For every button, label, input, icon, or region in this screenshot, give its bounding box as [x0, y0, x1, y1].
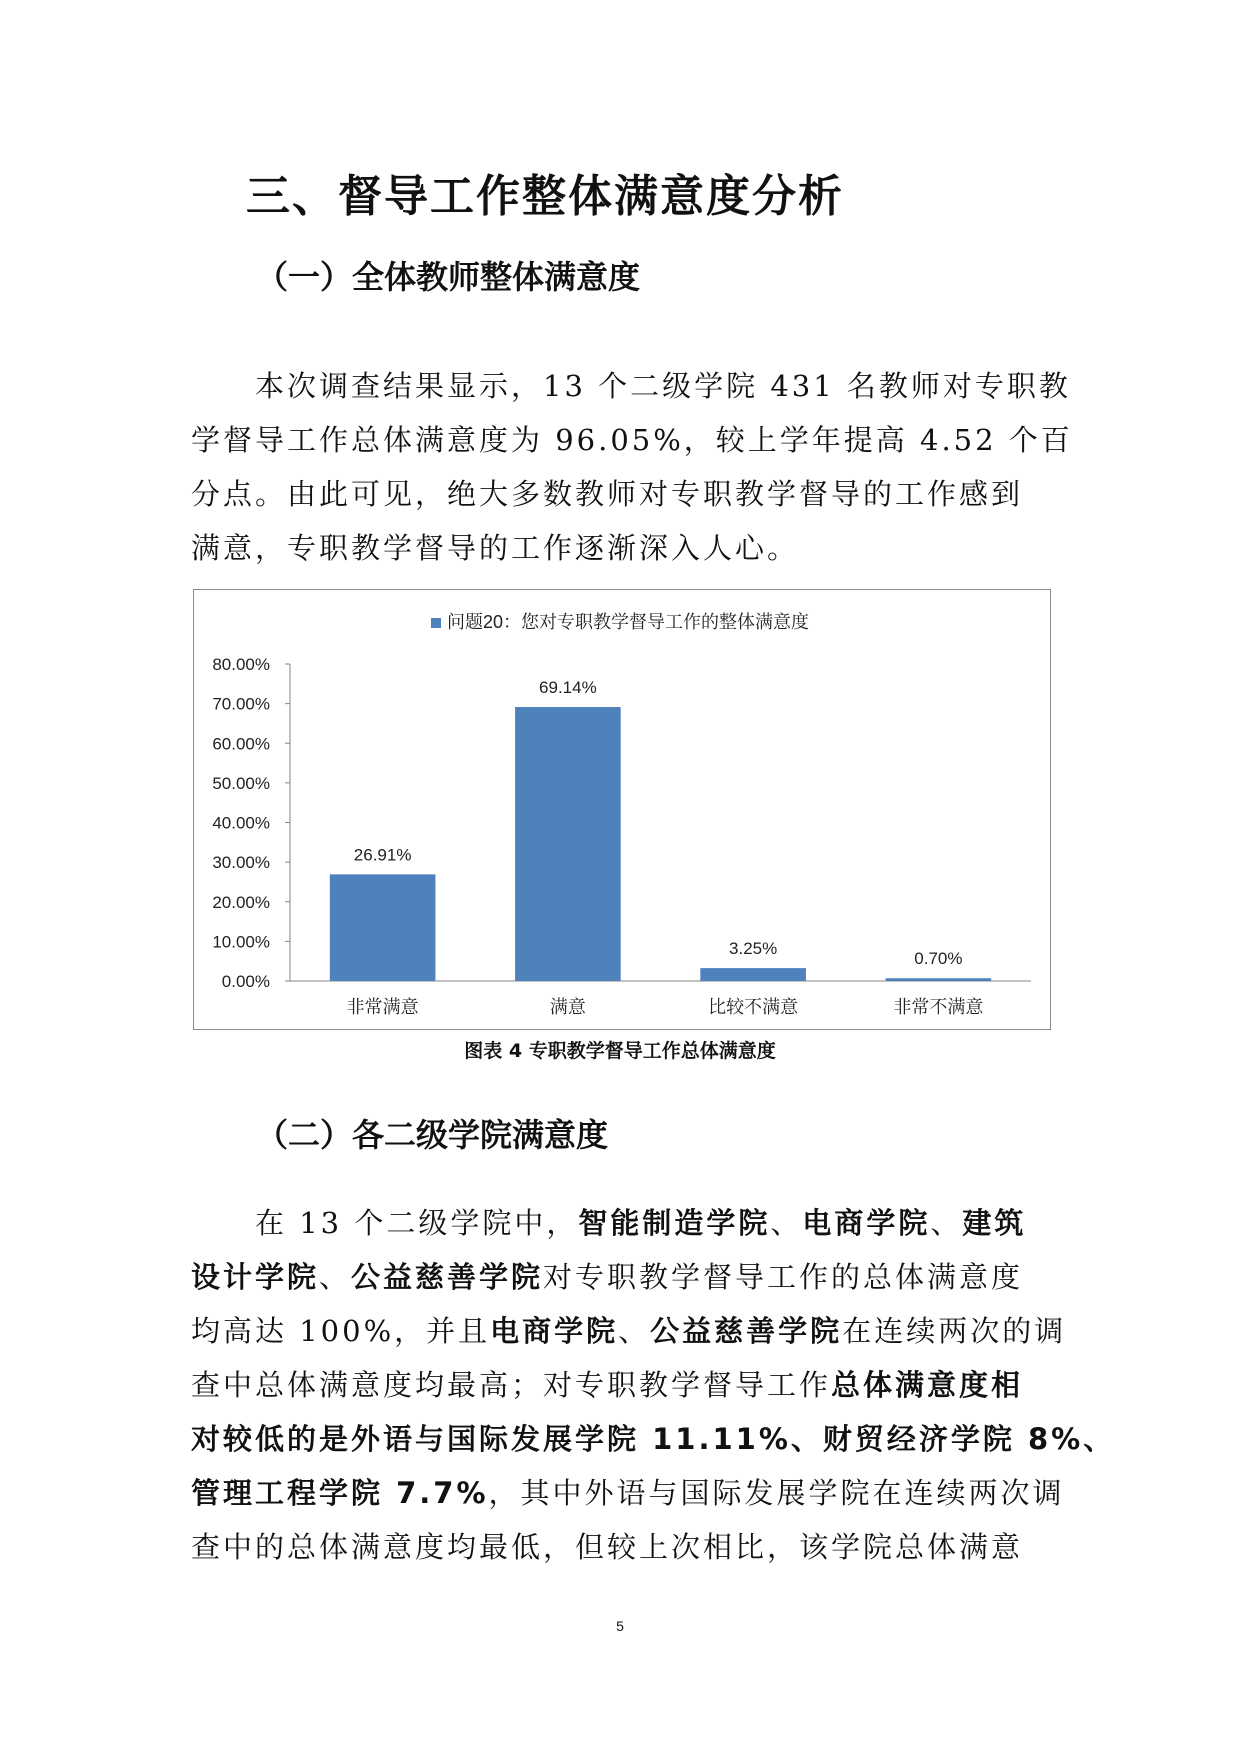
- y-tick-label: 60.00%: [212, 734, 270, 754]
- text-run: 查中总体满意度均最高；对专职教学督导工作: [191, 1368, 832, 1402]
- bold-text-run: 总体满意度相: [831, 1368, 1024, 1402]
- paragraph-line: [191, 1520, 1053, 1574]
- text-run: 查中的总体满意度均最低，但较上次相比，该学院总体满意: [191, 1530, 1024, 1564]
- bold-text-run: 公益慈善学院: [650, 1314, 843, 1348]
- x-category-label: 满意: [549, 997, 586, 1017]
- text-run: 在 13 个二级学院中，: [191, 1206, 579, 1240]
- text-run: 对专职教学督导工作的总体满意度: [543, 1260, 1024, 1294]
- bold-text-run: 智能制造学院: [578, 1206, 771, 1240]
- section2-paragraph: [191, 1196, 1116, 1574]
- bold-text-run: 建筑: [962, 1206, 1027, 1240]
- bold-text-run: 电商学院: [802, 1206, 931, 1240]
- paragraph-line: 学督导工作总体满意度为 96.05%，较上学年提高 4.52 个百: [191, 423, 1073, 457]
- paragraph-line: [191, 1358, 1053, 1412]
- paragraph-line: [191, 1196, 1053, 1250]
- paragraph-line: [191, 1304, 1067, 1358]
- text-run: ，其中外语与国际发展学院在连续两次调: [488, 1476, 1065, 1510]
- paragraph-line: 分点。由此可见，绝大多数教师对专职教学督导的工作感到: [191, 477, 1024, 511]
- x-category-label: 非常满意: [346, 997, 419, 1017]
- bar-value-label: 0.70%: [914, 949, 963, 969]
- section1-heading: （一）全体教师整体满意度: [256, 258, 641, 296]
- bar-3: [700, 968, 806, 981]
- page-number: 5: [616, 1618, 624, 1634]
- bold-text-run: 设计学院: [191, 1260, 320, 1294]
- bold-text-run: 公益慈善学院: [351, 1260, 544, 1294]
- paragraph-line: [191, 1250, 1053, 1304]
- y-tick-label: 20.00%: [212, 892, 270, 912]
- bold-text-run: 管理工程学院 7.7%: [191, 1476, 489, 1510]
- paragraph-line: 本次调查结果显示，13 个二级学院 431 名教师对专职教: [191, 369, 1071, 403]
- paragraph-line: [191, 1466, 1065, 1520]
- text-run: 、: [319, 1260, 352, 1294]
- y-tick-label: 70.00%: [212, 694, 270, 714]
- bar-4: [886, 978, 992, 981]
- bar-value-label: 26.91%: [353, 845, 412, 865]
- bar-value-label: 69.14%: [539, 678, 597, 698]
- bold-text-run: 对较低的是外语与国际发展学院 11.11%、财贸经济学院 8%、: [191, 1422, 1116, 1456]
- text-run: 、: [770, 1206, 803, 1240]
- bar-value-label: 3.25%: [729, 939, 778, 959]
- y-tick-label: 50.00%: [212, 773, 270, 793]
- bar-chart: [193, 589, 1051, 1030]
- paragraph-line: 满意，专职教学督导的工作逐渐深入人心。: [191, 531, 800, 565]
- bar-1: [330, 874, 436, 981]
- legend-swatch: [431, 618, 441, 628]
- text-run: 、: [930, 1206, 963, 1240]
- y-tick-label: 0.00%: [221, 972, 270, 991]
- bar-2: [515, 707, 621, 981]
- x-category-label: 非常不满意: [893, 997, 984, 1017]
- x-category-label: 比较不满意: [708, 997, 799, 1017]
- section2-heading: （二）各二级学院满意度: [256, 1116, 609, 1154]
- text-run: 均高达 100%，并且: [191, 1314, 491, 1348]
- text-run: 、: [618, 1314, 651, 1348]
- text-run: 在连续两次的调: [842, 1314, 1067, 1348]
- figure-caption: 图表 4 专职教学督导工作总体满意度: [464, 1040, 776, 1062]
- main-heading: 三、督导工作整体满意度分析: [246, 171, 844, 222]
- y-tick-label: 40.00%: [212, 813, 270, 833]
- paragraph-line: [191, 1412, 1116, 1466]
- y-tick-label: 10.00%: [212, 932, 270, 952]
- section1-paragraph: [191, 359, 1073, 575]
- y-tick-label: 30.00%: [212, 853, 270, 873]
- bold-text-run: 电商学院: [490, 1314, 619, 1348]
- bar-chart-svg: [194, 590, 1052, 1031]
- legend-label: 问题20：您对专职教学督导工作的整体满意度: [447, 612, 810, 632]
- y-tick-label: 80.00%: [212, 655, 270, 674]
